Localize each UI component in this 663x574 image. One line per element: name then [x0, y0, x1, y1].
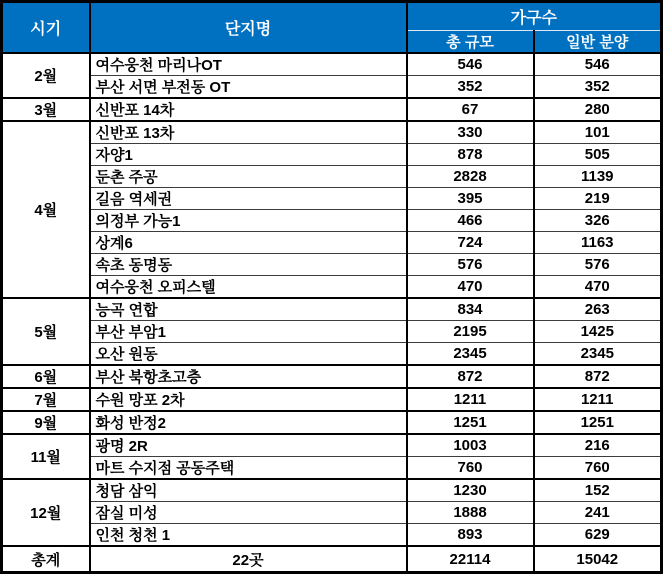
table-row	[2, 365, 662, 388]
complex-name-cell: 의정부 가능1	[90, 210, 407, 232]
complex-name-cell: 수원 망포 2차	[90, 388, 407, 411]
complex-name-cell: 부산 북항초고층	[90, 365, 407, 388]
table-row	[2, 210, 662, 232]
table-header	[2, 2, 662, 54]
period-cell: 6월	[2, 365, 90, 388]
general-sale-cell: 352	[534, 76, 662, 99]
complex-name-cell: 길음 역세권	[90, 188, 407, 210]
table-row	[2, 524, 662, 547]
total-scale-cell: 576	[407, 254, 534, 276]
total-scale-cell: 1211	[407, 388, 534, 411]
table-row	[2, 343, 662, 366]
complex-name-cell: 인천 청천 1	[90, 524, 407, 547]
total-scale-cell: 2195	[407, 321, 534, 343]
general-sale-cell: 546	[534, 53, 662, 76]
table-body	[2, 53, 662, 573]
total-complex-count-cell: 22곳	[90, 546, 407, 573]
total-scale-cell: 878	[407, 144, 534, 166]
col-header-total-scale: 총 규모	[407, 31, 534, 54]
general-sale-sum-cell: 15042	[534, 546, 662, 573]
total-scale-cell: 546	[407, 53, 534, 76]
complex-name-cell: 부산 부암1	[90, 321, 407, 343]
general-sale-cell: 629	[534, 524, 662, 547]
total-scale-cell: 1888	[407, 502, 534, 524]
general-sale-cell: 505	[534, 144, 662, 166]
period-cell: 12월	[2, 479, 90, 546]
total-scale-cell: 352	[407, 76, 534, 99]
table-row	[2, 388, 662, 411]
total-scale-cell: 1251	[407, 411, 534, 434]
table-row	[2, 166, 662, 188]
general-sale-cell: 872	[534, 365, 662, 388]
complex-name-cell: 여수웅천 마리나OT	[90, 53, 407, 76]
complex-name-cell: 여수웅천 오피스텔	[90, 276, 407, 299]
total-scale-cell: 466	[407, 210, 534, 232]
complex-name-cell: 둔촌 주공	[90, 166, 407, 188]
table-row	[2, 411, 662, 434]
general-sale-cell: 760	[534, 457, 662, 480]
col-header-general-sale: 일반 분양	[534, 31, 662, 54]
general-sale-cell: 470	[534, 276, 662, 299]
general-sale-cell: 280	[534, 98, 662, 121]
table-row	[2, 53, 662, 76]
complex-name-cell: 오산 원동	[90, 343, 407, 366]
table-row	[2, 98, 662, 121]
complex-name-cell: 신반포 14차	[90, 98, 407, 121]
table-row	[2, 232, 662, 254]
general-sale-cell: 576	[534, 254, 662, 276]
table-row	[2, 434, 662, 457]
table-row	[2, 276, 662, 299]
table-row	[2, 457, 662, 480]
total-scale-cell: 2828	[407, 166, 534, 188]
general-sale-cell: 1139	[534, 166, 662, 188]
table-row	[2, 144, 662, 166]
general-sale-cell: 101	[534, 121, 662, 144]
table-row	[2, 254, 662, 276]
total-label-cell: 총계	[2, 546, 90, 573]
total-scale-cell: 760	[407, 457, 534, 480]
complex-name-cell: 속초 동명동	[90, 254, 407, 276]
complex-name-cell: 마트 수지점 공동주택	[90, 457, 407, 480]
complex-name-cell: 광명 2R	[90, 434, 407, 457]
total-scale-cell: 724	[407, 232, 534, 254]
table-row	[2, 121, 662, 144]
period-cell: 7월	[2, 388, 90, 411]
general-sale-cell: 219	[534, 188, 662, 210]
table-row	[2, 76, 662, 99]
col-header-period: 시기	[2, 2, 90, 54]
total-scale-cell: 872	[407, 365, 534, 388]
general-sale-cell: 152	[534, 479, 662, 502]
period-cell: 3월	[2, 98, 90, 121]
complex-name-cell: 부산 서면 부전동 OT	[90, 76, 407, 99]
general-sale-cell: 1425	[534, 321, 662, 343]
general-sale-cell: 326	[534, 210, 662, 232]
table-row	[2, 502, 662, 524]
total-scale-cell: 330	[407, 121, 534, 144]
complex-name-cell: 신반포 13차	[90, 121, 407, 144]
total-scale-sum-cell: 22114	[407, 546, 534, 573]
complex-name-cell: 능곡 연합	[90, 298, 407, 321]
total-scale-cell: 1003	[407, 434, 534, 457]
complex-name-cell: 청담 삼익	[90, 479, 407, 502]
table-row	[2, 321, 662, 343]
table-row	[2, 298, 662, 321]
total-scale-cell: 67	[407, 98, 534, 121]
general-sale-cell: 263	[534, 298, 662, 321]
general-sale-cell: 1211	[534, 388, 662, 411]
complex-name-cell: 화성 반정2	[90, 411, 407, 434]
general-sale-cell: 2345	[534, 343, 662, 366]
period-cell: 2월	[2, 53, 90, 98]
period-cell: 9월	[2, 411, 90, 434]
complex-name-cell: 자양1	[90, 144, 407, 166]
period-cell: 5월	[2, 298, 90, 365]
total-scale-cell: 395	[407, 188, 534, 210]
general-sale-cell: 241	[534, 502, 662, 524]
general-sale-cell: 216	[534, 434, 662, 457]
total-scale-cell: 470	[407, 276, 534, 299]
total-scale-cell: 2345	[407, 343, 534, 366]
table-row	[2, 188, 662, 210]
col-header-households-group: 가구수	[407, 2, 662, 31]
general-sale-cell: 1163	[534, 232, 662, 254]
total-scale-cell: 834	[407, 298, 534, 321]
period-cell: 11월	[2, 434, 90, 479]
total-scale-cell: 893	[407, 524, 534, 547]
table-row	[2, 479, 662, 502]
complex-name-cell: 잠실 미성	[90, 502, 407, 524]
total-scale-cell: 1230	[407, 479, 534, 502]
total-row	[2, 546, 662, 573]
complex-name-cell: 상계6	[90, 232, 407, 254]
col-header-complex: 단지명	[90, 2, 407, 54]
general-sale-cell: 1251	[534, 411, 662, 434]
period-cell: 4월	[2, 121, 90, 298]
